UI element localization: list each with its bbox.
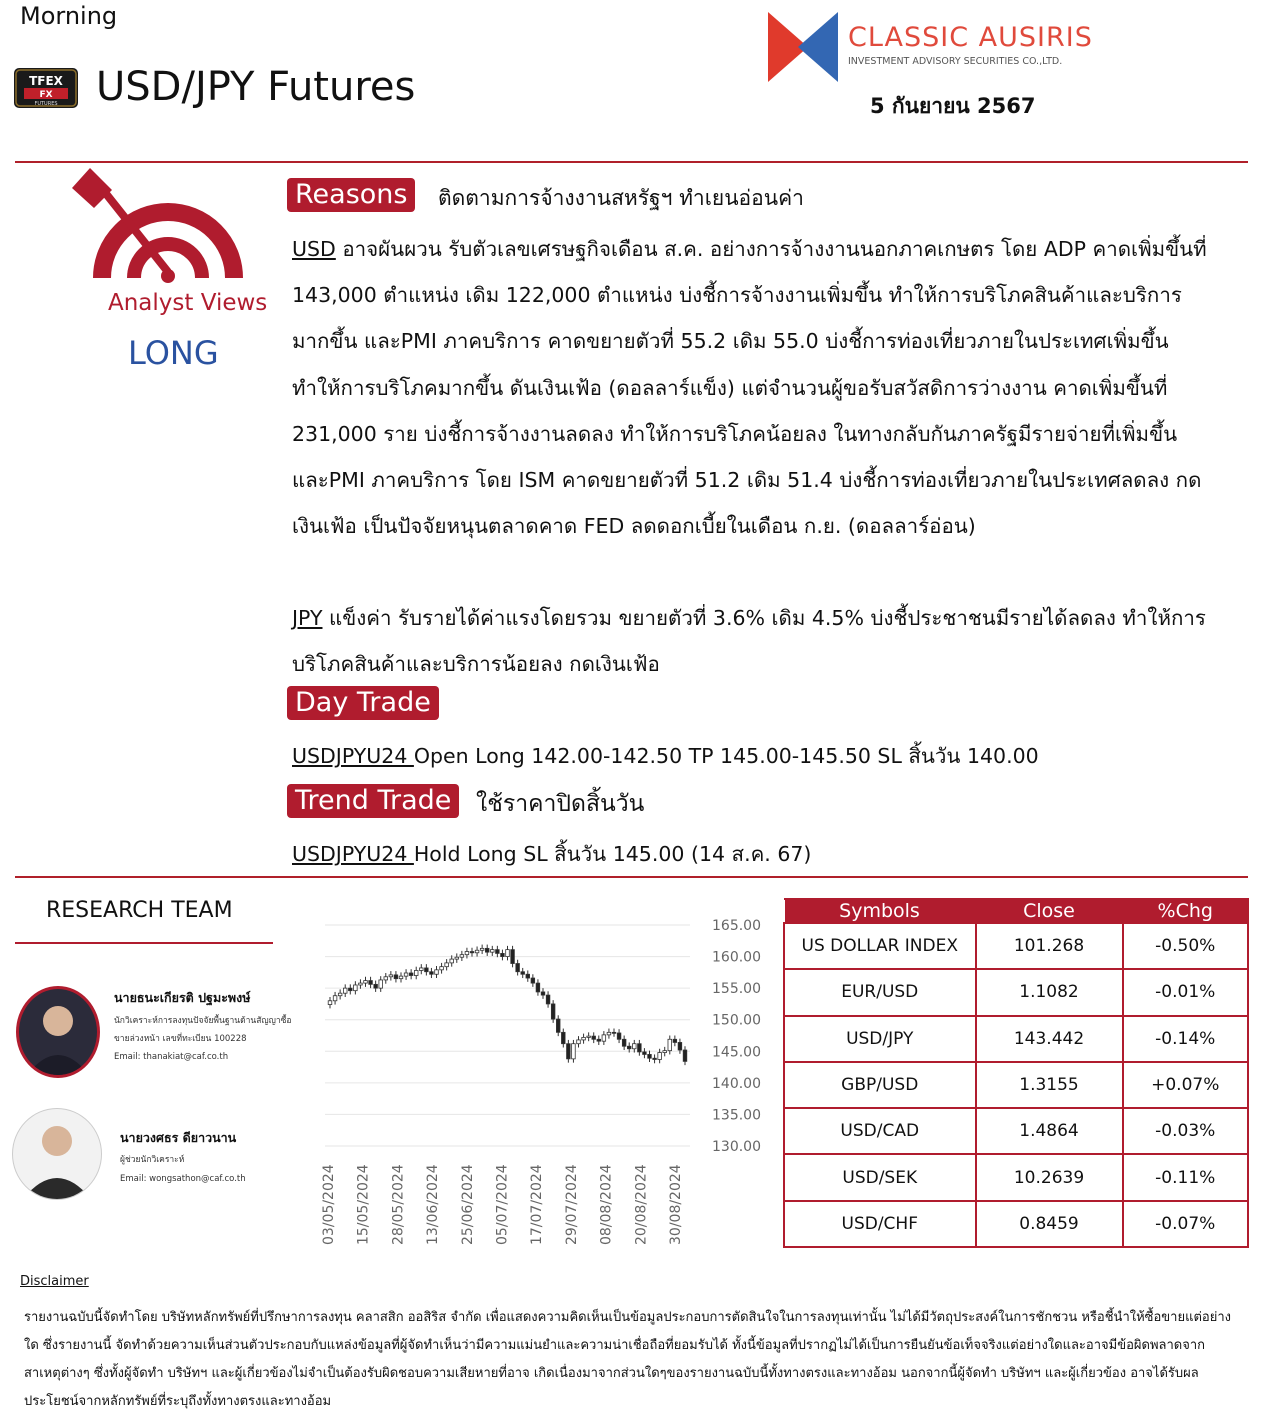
candle-body	[536, 983, 540, 992]
candle-body	[622, 1039, 626, 1046]
candle-body	[582, 1037, 586, 1040]
candle-body	[546, 995, 550, 1004]
candle-body	[567, 1044, 571, 1059]
quote-symbol: USD/CHF	[784, 1201, 976, 1247]
day-trade-symbol: USDJPYU24	[292, 744, 414, 768]
candle-body	[572, 1044, 576, 1059]
quote-close: 10.2639	[976, 1154, 1123, 1200]
table-row	[784, 1201, 1248, 1247]
quote-symbol: USD/CAD	[784, 1108, 976, 1154]
usd-paragraph	[292, 226, 1212, 549]
mid-divider	[15, 876, 1248, 878]
candle-body	[653, 1058, 657, 1059]
y-tick-label: 155.00	[712, 981, 761, 998]
candle-body	[648, 1054, 652, 1058]
reasons-headline: ติดตามการจ้างงานสหรัฐฯ ทำเยนอ่อนค่า	[438, 186, 804, 210]
table-row	[784, 969, 1248, 1015]
x-tick-label: 15/05/2024	[355, 1164, 372, 1245]
quote-chg: -0.07%	[1123, 1201, 1249, 1247]
candle-body	[450, 959, 454, 963]
y-tick-label: 135.00	[712, 1107, 761, 1124]
quote-chg: -0.01%	[1123, 969, 1249, 1015]
quote-symbol: USD/JPY	[784, 1016, 976, 1062]
quote-close: 1.3155	[976, 1062, 1123, 1108]
candle-body	[556, 1019, 560, 1032]
table-row	[784, 923, 1248, 969]
x-tick-label: 17/07/2024	[529, 1164, 546, 1245]
candle-body	[551, 1004, 555, 1019]
candle-body	[338, 993, 342, 996]
table-row	[784, 1108, 1248, 1154]
day-trade-text: Open Long 142.00-142.50 TP 145.00-145.50 SL สิ้นวัน 140.00	[413, 744, 1039, 768]
x-tick-label: 05/07/2024	[494, 1164, 511, 1245]
candle-body	[506, 950, 510, 957]
quote-chg: -0.03%	[1123, 1108, 1249, 1154]
col-header-close: Close	[976, 899, 1123, 923]
candle-body	[389, 975, 393, 977]
col-header-symbols: Symbols	[784, 899, 976, 923]
candle-body	[455, 957, 459, 959]
candle-body	[673, 1039, 677, 1042]
table-row	[784, 1154, 1248, 1200]
candle-body	[414, 970, 418, 975]
candle-body	[663, 1051, 667, 1053]
quote-chg: -0.11%	[1123, 1154, 1249, 1200]
candle-body	[541, 992, 545, 995]
trend-trade-note: ใช้ราคาปิดสิ้นวัน	[476, 791, 645, 817]
quote-chg: -0.14%	[1123, 1016, 1249, 1062]
candle-body	[485, 948, 489, 952]
candle-body	[445, 963, 449, 967]
candle-body	[678, 1042, 682, 1050]
candle-body	[561, 1032, 565, 1043]
trend-trade-line	[292, 838, 811, 871]
member-email: Email: thanakiat@caf.co.th	[114, 1052, 229, 1062]
member-name: นายวงศธร ดียาวนาน	[120, 1130, 237, 1145]
candle-body	[632, 1044, 636, 1049]
trend-trade-text: Hold Long SL สิ้นวัน 145.00 (14 ส.ค. 67)	[413, 842, 812, 866]
candle-body	[587, 1036, 591, 1037]
analyst-views-label: Analyst Views	[108, 290, 268, 316]
candle-body	[627, 1046, 631, 1049]
candle-body	[501, 953, 505, 956]
quote-close: 101.268	[976, 923, 1123, 969]
candle-body	[333, 996, 337, 1001]
disclaimer-text: รายงานฉบับนี้จัดทำโดย บริษัทหลักทรัพย์ที่ปรึกษาการลงทุน คลาสสิก ออสิริส จำกัด เพื่อแสดงความคิดเห็นเป็นข้อมูลประกอบการตัดสินใจในการลงทุนเท่านั้น ไม่ได้มีวัตถุประสงค์ในการชักชวน หรือชี้นำให้ซื้อขายแต่อย่างใด ซึ่งรายงานนี้ จัดทำด้วยความเห็นส่วนตัวประกอบกับแหล่งข้อมูลที่ผู้จัดทำเห็นว่ามีความแม่นยำและความน่าเชื่อถือที่ยอมรับได้ ทั้งนี้ข้อมูลที่ปรากฏไม่ได้เป็นการยืนยันข้อเท็จจริงแต่อย่างใดและอาจมีข้อผิดพลาดจากสาเหตุต่างๆ ซึ่งทั้งผู้จัดทำ บริษัทฯ และผู้เกี่ยวข้องไม่จำเป็นต้องรับผิดชอบความเสียหายที่อาจ เกิดเนื่องมาจากส่วนใดๆของรายงานฉบับนี้ทั้งทางตรงและทางอ้อม นอกจากนี้ผู้จัดทำ บริษัทฯ และผู้เกี่ยวข้อง อาจได้รับผลประโยชน์จากหลักทรัพย์ที่ระบุถึงทั้งทางตรงและทางอ้อม	[24, 1310, 1231, 1409]
candle-body	[658, 1053, 662, 1060]
candle-body	[638, 1044, 642, 1052]
candle-body	[490, 950, 494, 953]
avatar	[16, 986, 100, 1078]
reasons-tag: Reasons	[287, 178, 415, 212]
usd-text: อาจผันผวน รับตัวเลขเศรษฐกิจเดือน ส.ค. อย่างการจ้างงานนอกภาคเกษตร โดย ADP คาดเพิ่มขึ้นที่ 143,000 ตำแหน่ง เดิม 122,000 ตำแหน่ง บ่งชี้การจ้างงานเพิ่มขึ้น ทำให้การบริโภคสินค้าและบริการมากขึ้น และPMI ภาคบริการ คาดขยายตัวที่ 55.2 เดิม 55.0 บ่งชี้การท่องเที่ยวภายในประเทศเพิ่มขึ้น ทำให้การบริโภคมากขึ้น ดันเงินเฟ้อ (ดอลลาร์แข็ง) แต่จำนวนผู้ขอรับสวัสดิการว่างงาน คาดเพิ่มขึ้นที่ 231,000 ราย บ่งชี้การจ้างงานลดลง ทำให้การบริโภคน้อยลง ในทางกลับกันภาครัฐมีรายจ่ายที่เพิ่มขึ้น และPMI ภาคบริการ โดย ISM คาดขยายตัวที่ 51.2 เดิม 51.4 บ่งชี้การท่องเที่ยวภายในประเทศลดลง กดเงินเฟ้อ เป็นปัจจัยหนุนตลาดคาด FED ลดดอกเบี้ยในเดือน ก.ย. (ดอลลาร์อ่อน)	[292, 237, 1207, 539]
candle-body	[425, 968, 429, 972]
candle-body	[511, 950, 515, 964]
quote-close: 1.4864	[976, 1108, 1123, 1154]
x-tick-label: 20/08/2024	[633, 1164, 650, 1245]
candle-body	[419, 968, 423, 971]
quote-symbol: GBP/USD	[784, 1062, 976, 1108]
candle-body	[379, 980, 383, 988]
col-header-chg: %Chg	[1123, 899, 1249, 923]
x-tick-label: 13/06/2024	[425, 1164, 442, 1245]
candle-body	[465, 952, 469, 955]
y-tick-label: 160.00	[712, 949, 761, 966]
svg-text:FUTURES: FUTURES	[34, 101, 58, 107]
jpy-paragraph	[292, 595, 1212, 687]
candle-body	[668, 1039, 672, 1050]
candle-body	[328, 1001, 332, 1005]
candle-body	[516, 964, 520, 972]
candle-body	[531, 978, 535, 983]
edition-label: Morning	[20, 2, 118, 30]
candle-body	[364, 981, 368, 984]
x-tick-label: 29/07/2024	[563, 1164, 580, 1245]
candle-body	[526, 974, 530, 978]
candle-body	[612, 1032, 616, 1033]
y-tick-label: 165.00	[712, 918, 761, 934]
candle-body	[643, 1052, 647, 1055]
candle-body	[369, 981, 373, 985]
candle-body	[409, 973, 413, 976]
price-chart	[310, 900, 770, 1252]
analyst-view-value: LONG	[128, 334, 219, 372]
quote-chg: +0.07%	[1123, 1062, 1249, 1108]
day-trade-tag: Day Trade	[287, 686, 439, 720]
member-name: นายธนะเกียรติ ปฐมะพงษ์	[114, 990, 251, 1005]
candle-body	[374, 984, 378, 988]
candle-body	[607, 1032, 611, 1035]
candle-body	[577, 1040, 581, 1044]
candle-body	[348, 988, 352, 991]
candle-body	[399, 976, 403, 979]
candle-body	[354, 985, 358, 991]
company-subtitle: INVESTMENT ADVISORY SECURITIES CO.,LTD.	[848, 56, 1063, 67]
page-title: USD/JPY Futures	[96, 64, 416, 110]
y-tick-label: 140.00	[712, 1075, 761, 1092]
candle-body	[521, 972, 525, 975]
x-tick-label: 25/06/2024	[459, 1164, 476, 1245]
candle-body	[359, 983, 363, 985]
candle-body	[384, 977, 388, 980]
y-tick-label: 150.00	[712, 1012, 761, 1029]
member-role: นักวิเคราะห์การลงทุนปัจจัยพื้นฐานด้านสัญญาซื้อขายล่วงหน้า เลขที่ทะเบียน 100228	[114, 1016, 292, 1044]
candle-body	[683, 1050, 687, 1061]
quote-close: 0.8459	[976, 1201, 1123, 1247]
research-team-title: RESEARCH TEAM	[46, 898, 233, 923]
candle-body	[617, 1033, 621, 1039]
top-divider	[15, 161, 1248, 163]
table-row	[784, 1062, 1248, 1108]
candle-body	[430, 972, 434, 975]
jpy-label: JPY	[292, 606, 323, 630]
avatar	[12, 1108, 102, 1200]
trend-trade-tag: Trend Trade	[287, 784, 459, 818]
target-icon	[72, 168, 264, 286]
x-tick-label: 03/05/2024	[321, 1164, 337, 1245]
candle-body	[496, 950, 500, 954]
x-tick-label: 28/05/2024	[390, 1164, 407, 1245]
svg-text:FX: FX	[39, 90, 53, 100]
quotes-header-row	[784, 899, 1248, 923]
member-email: Email: wongsathon@caf.co.th	[120, 1174, 246, 1184]
quote-close: 143.442	[976, 1016, 1123, 1062]
quotes-body	[784, 923, 1248, 1247]
svg-text:TFEX: TFEX	[29, 74, 63, 88]
quote-close: 1.1082	[976, 969, 1123, 1015]
x-tick-label: 30/08/2024	[668, 1164, 684, 1245]
x-tick-label: 08/08/2024	[598, 1164, 615, 1245]
disclaimer-title: Disclaimer	[20, 1274, 89, 1289]
candle-body	[602, 1035, 606, 1041]
jpy-text: แข็งค่า รับรายได้ค่าแรงโดยรวม ขยายตัวที่ 3.6% เดิม 4.5% บ่งชี้ประชาชนมีรายได้ลดลง ทำให้การบริโภคสินค้าและบริการน้อยลง กดเงินเฟ้อ	[292, 606, 1206, 677]
member-role: ผู้ช่วยนักวิเคราะห์	[120, 1155, 185, 1165]
research-team-underline	[15, 942, 273, 944]
candle-body	[394, 975, 398, 979]
quote-symbol: EUR/USD	[784, 969, 976, 1015]
candle-body	[470, 952, 474, 953]
trend-trade-symbol: USDJPYU24	[292, 842, 414, 866]
candle-body	[592, 1036, 596, 1039]
candle-body	[460, 955, 464, 958]
report-date: 5 กันยายน 2567	[870, 94, 1036, 118]
quotes-table	[783, 898, 1249, 1248]
candle-body	[480, 948, 484, 950]
candle-body	[404, 973, 408, 976]
table-row	[784, 1016, 1248, 1062]
company-logo-mark	[768, 12, 838, 82]
day-trade-line	[292, 740, 1039, 773]
usd-label: USD	[292, 237, 336, 261]
candle-body	[440, 967, 444, 970]
company-name: CLASSIC AUSIRIS	[848, 22, 1093, 53]
tfex-logo	[12, 66, 80, 110]
quote-chg: -0.50%	[1123, 923, 1249, 969]
candle-body	[435, 970, 439, 974]
candle-body	[597, 1039, 601, 1041]
y-tick-label: 145.00	[712, 1044, 761, 1061]
candle-body	[343, 988, 347, 993]
quote-symbol: US DOLLAR INDEX	[784, 923, 976, 969]
candle-body	[475, 950, 479, 953]
quote-symbol: USD/SEK	[784, 1154, 976, 1200]
y-tick-label: 130.00	[712, 1139, 761, 1155]
